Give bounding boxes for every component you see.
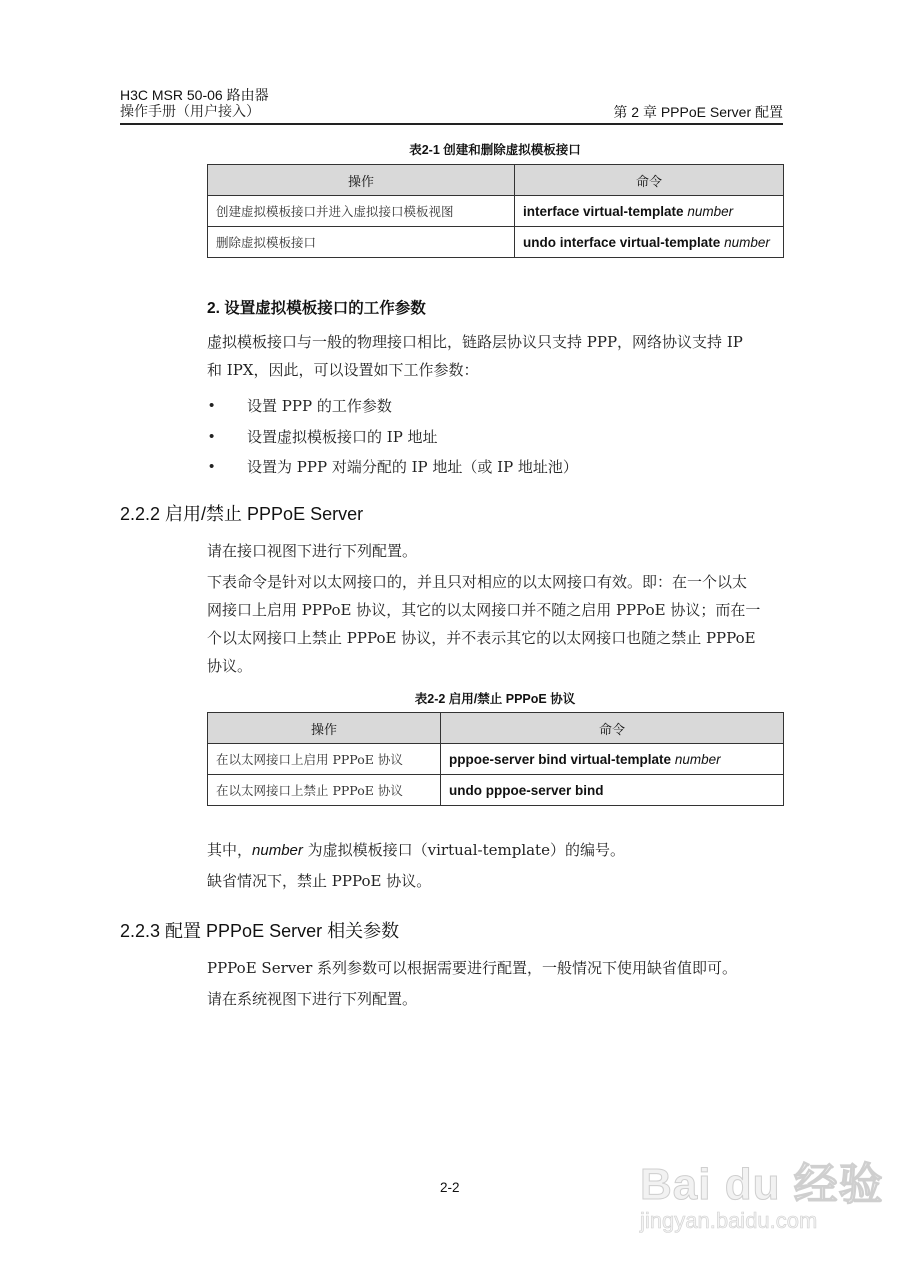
column-header-command: 命令 [515,165,784,196]
column-header-operation: 操作 [208,165,515,196]
section-heading-2-2-3: 2.2.3 配置 PPPoE Server 相关参数 [120,921,400,941]
bullet-icon: • [209,428,215,445]
command-cell [515,227,784,258]
bullet-icon: • [209,397,215,414]
bullet-item [209,457,578,477]
note-number [207,836,625,865]
note-suffix: 为虚拟模板接口（virtual-template）的编号。 [302,841,625,859]
table-row [208,775,784,806]
operation-cell: 删除虚拟模板接口 [208,227,515,258]
bullet-text: 设置 PPP 的工作参数 [247,397,392,415]
table-caption-2-1: 表2-1 创建和删除虚拟模板接口 [409,143,581,157]
chapter-title: 第 2 章 PPPoE Server 配置 [613,104,783,120]
paragraph-ethernet [207,568,787,680]
paragraph-params [207,328,787,384]
page-number: 2-2 [440,1180,460,1195]
note-prefix: 其中， [207,841,253,859]
table-2-1 [207,164,784,258]
table-2-2 [207,712,784,806]
operation-cell: 创建虚拟模板接口并进入虚拟接口模板视图 [208,196,515,227]
paragraph-line: 协议。 [207,657,253,675]
note-default: 缺省情况下，禁止 PPPoE 协议。 [207,872,432,890]
table-header-row [208,165,784,196]
paragraph: 请在接口视图下进行下列配置。 [207,542,418,560]
bullet-text: 设置虚拟模板接口的 IP 地址 [247,428,438,446]
bullet-text: 设置为 PPP 对端分配的 IP 地址（或 IP 地址池） [247,458,578,476]
bullet-item [209,427,438,447]
paragraph-line: 个以太网接口上禁止 PPPoE 协议，并不表示其它的以太网接口也随之禁止 PPPoE [207,629,756,647]
note-italic-term: number [252,842,303,859]
paragraph: 请在系统视图下进行下列配置。 [207,990,418,1008]
paragraph-line: 网接口上启用 PPPoE 协议，其它的以太网接口并不随之启用 PPPoE 协议；而在一 [207,601,761,619]
command-text: undo pppoe-server bind [449,782,604,798]
bullet-item [209,396,392,416]
table-caption-2-2: 表2-2 启用/禁止 PPPoE 协议 [414,692,576,706]
watermark-logo: Bai du 经验 [640,1160,884,1209]
bullet-icon: • [209,458,215,475]
table-header-row [208,713,784,744]
header-divider [120,123,783,125]
operation-cell: 在以太网接口上禁止 PPPoE 协议 [208,775,441,806]
column-header-command: 命令 [441,713,784,744]
paragraph-line: 和 IPX，因此，可以设置如下工作参数： [207,361,479,379]
command-cell [515,196,784,227]
table-row [208,196,784,227]
baidu-watermark [640,1148,884,1234]
command-text: interface virtual-template [523,203,684,219]
paragraph: PPPoE Server 系列参数可以根据需要进行配置，一般情况下使用缺省值即可。 [207,959,738,977]
paragraph-line: 虚拟模板接口与一般的物理接口相比，链路层协议只支持 PPP，网络协议支持 IP [207,333,743,351]
command-text: pppoe-server bind virtual-template [449,751,672,767]
command-text: undo interface virtual-template [523,234,721,250]
column-header-operation: 操作 [208,713,441,744]
section-heading-2-2-2: 2.2.2 启用/禁止 PPPoE Server [120,504,364,524]
table-row [208,227,784,258]
command-argument: number [724,234,770,250]
command-cell [441,744,784,775]
command-cell [441,775,784,806]
table-row [208,744,784,775]
command-argument: number [674,751,721,767]
watermark-url: jingyan.baidu.com [640,1208,818,1233]
operation-cell: 在以太网接口上启用 PPPoE 协议 [208,744,441,775]
paragraph-line: 下表命令是针对以太网接口的，并且只对相应的以太网接口有效。即：在一个以太 [207,573,748,591]
subsection-heading: 2. 设置虚拟模板接口的工作参数 [207,300,426,317]
document-product-title: H3C MSR 50-06 路由器 [120,87,269,103]
manual-title: 操作手册（用户接入） [120,104,260,120]
command-argument: number [687,203,734,219]
